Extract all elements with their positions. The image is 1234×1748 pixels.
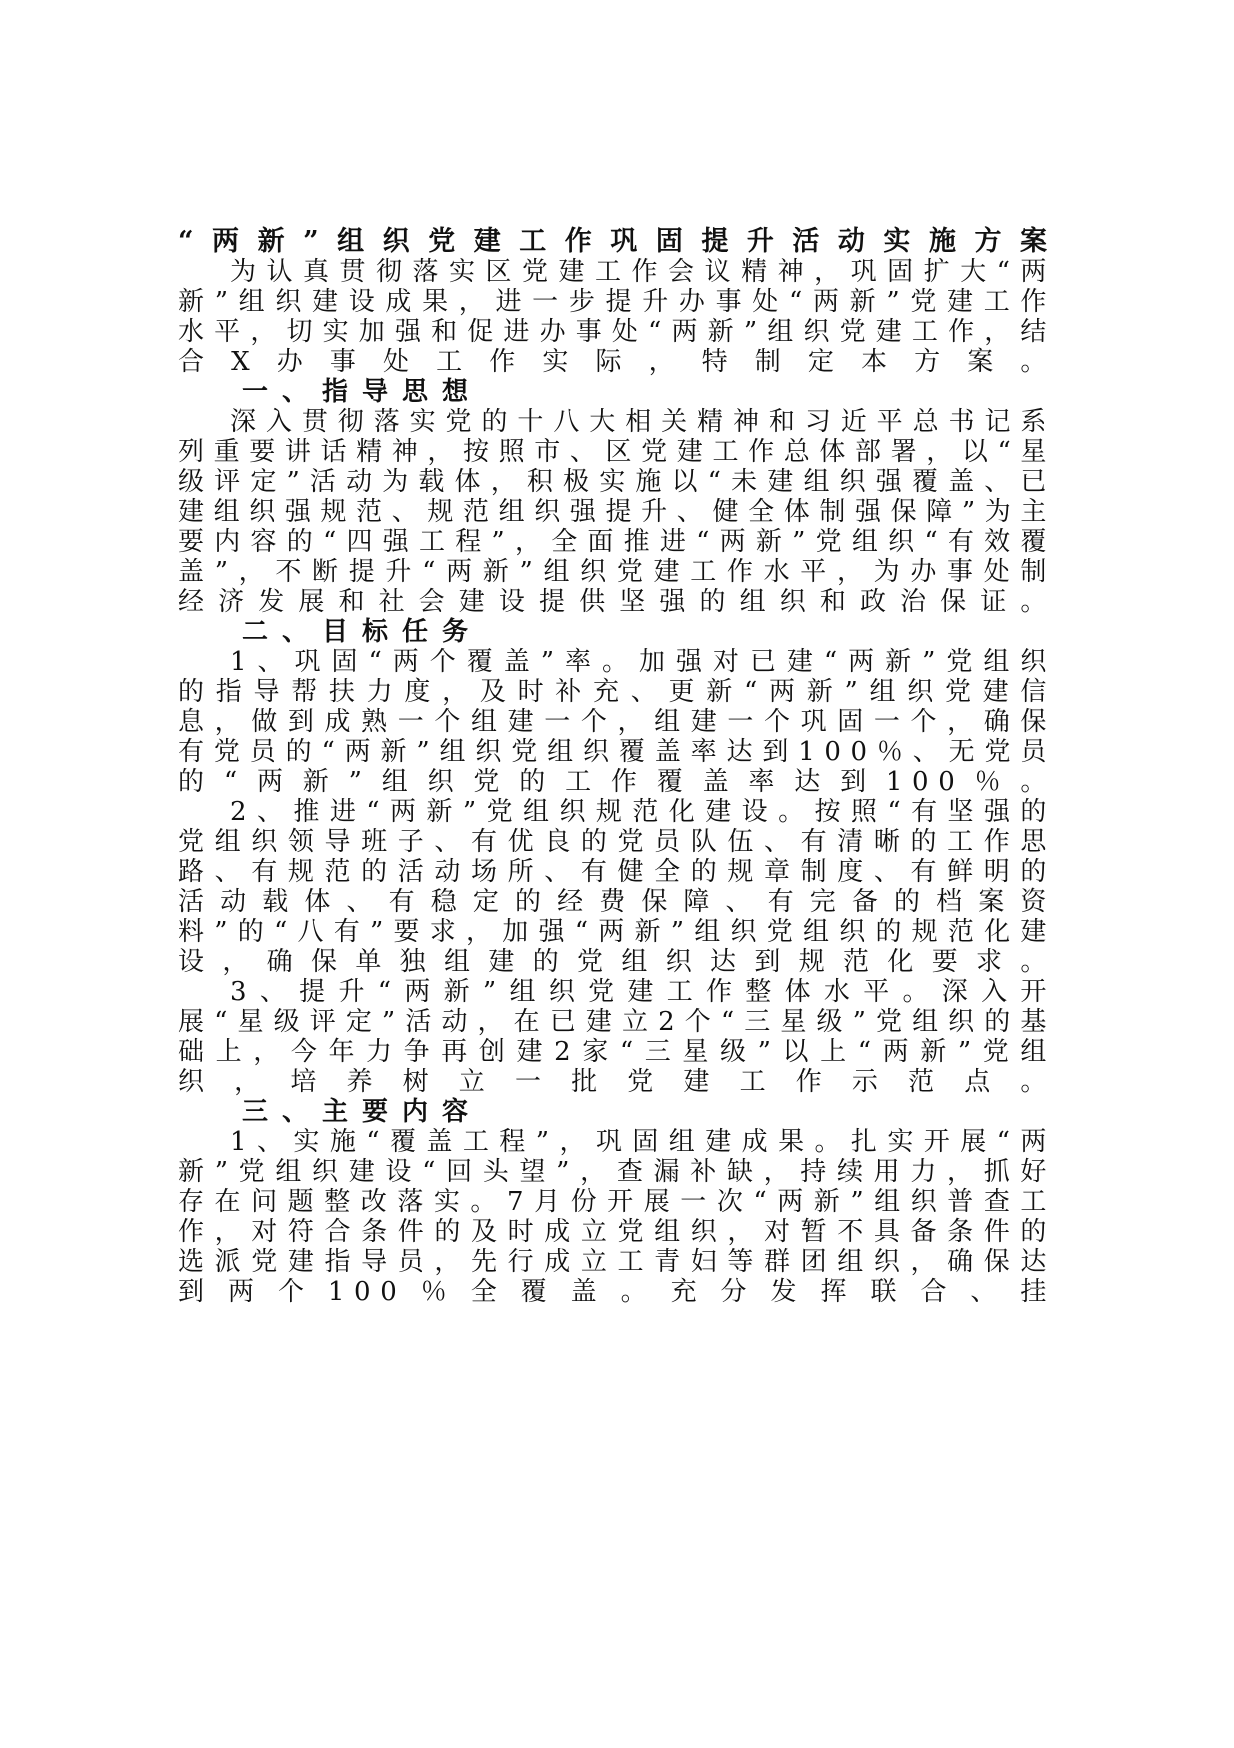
section-heading-goals-tasks: 二、目标任务 (242, 617, 483, 647)
goal-paragraph-2: 2、推进“两新”党组织规范化建设。按照“有坚强的党组织领导班子、有优良的党员队伍、有清晰的工作思路、有规范的活动场所、有健全的规章制度、有鲜明的活动载体、有稳定的经费保障、有完备的档案资料”的“八有”要求，加强“两新”组织党组织的规范化建设，确保单独组建的党组织达到规范化要求。 (178, 797, 1056, 977)
section-heading-main-content: 三、主要内容 (242, 1097, 483, 1127)
section-heading-guiding-thought: 一、指导思想 (242, 377, 483, 407)
guiding-thought-paragraph: 深入贯彻落实党的十八大相关精神和习近平总书记系列重要讲话精神，按照市、区党建工作总体部署，以“星级评定”活动为载体，积极实施以“未建组织强覆盖、已建组织强规范、规范组织强提升、健全体制强保障”为主要内容的“四强工程”，全面推进“两新”党组织“有效覆盖”，不断提升“两新”组织党建工作水平，为办事处制经济发展和社会建设提供坚强的组织和政治保证。 (178, 407, 1056, 617)
goal-paragraph-1: 1、巩固“两个覆盖”率。加强对已建“两新”党组织的指导帮扶力度，及时补充、更新“两新”组织党建信息，做到成熟一个组建一个，组建一个巩固一个，确保有党员的“两新”组织党组织覆盖率达到100％、无党员的“两新”组织党的工作覆盖率达到100％。 (178, 647, 1056, 797)
intro-paragraph: 为认真贯彻落实区党建工作会议精神，巩固扩大“两新”组织建设成果，进一步提升办事处“两新”党建工作水平，切实加强和促进办事处“两新”组织党建工作，结合X办事处工作实际，特制定本方案。 (178, 257, 1056, 377)
main-content-paragraph-1: 1、实施“覆盖工程”，巩固组建成果。扎实开展“两新”党组织建设“回头望”，查漏补缺，持续用力，抓好存在问题整改落实。7月份开展一次“两新”组织普查工作，对符合条件的及时成立党组织，对暂不具备条件的选派党建指导员，先行成立工青妇等群团组织，确保达到两个100％全覆盖。充分发挥联合、挂 (178, 1127, 1056, 1307)
goal-paragraph-3: 3、提升“两新”组织党建工作整体水平。深入开展“星级评定”活动，在已建立2个“三星级”党组织的基础上，今年力争再创建2家“三星级”以上“两新”党组织，培养树立一批党建工作示范点。 (178, 977, 1056, 1097)
document-title: “两新”组织党建工作巩固提升活动实施方案 (178, 226, 1056, 257)
document-body (178, 227, 1056, 1307)
